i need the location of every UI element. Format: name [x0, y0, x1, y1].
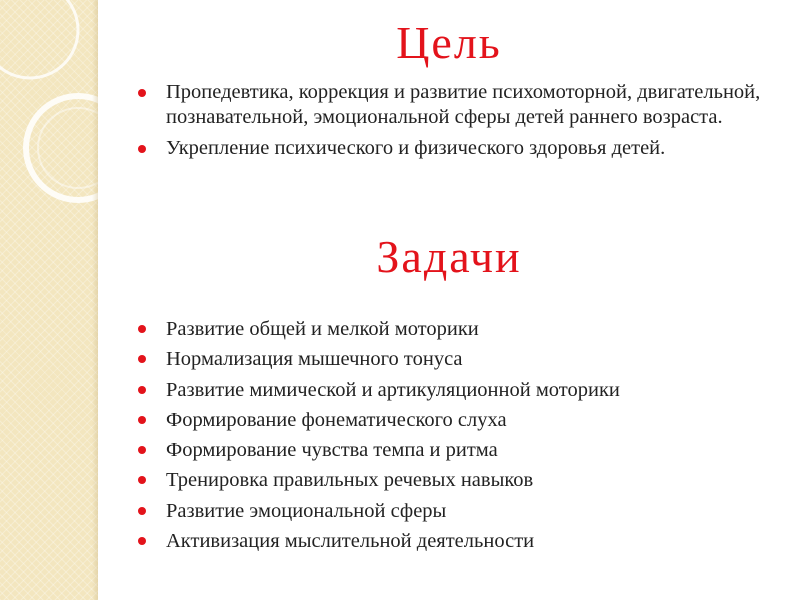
task-list-item — [138, 526, 778, 556]
goal-list-item — [138, 80, 778, 130]
bullet-icon — [138, 476, 146, 484]
slide-content — [98, 0, 800, 600]
task-list-item — [138, 465, 778, 495]
goal-item-text: Пропедевтика, коррекция и развитие психомоторной, двигательной, познавательной, эмоциональной сферы детей раннего возраста. — [166, 81, 761, 128]
task-item-text: Нормализация мышечного тонуса — [166, 348, 463, 371]
bullet-icon — [138, 537, 146, 545]
decorative-side-panel — [0, 0, 98, 600]
bullet-icon — [138, 416, 146, 424]
task-item-text: Развитие мимической и артикуляционной моторики — [166, 378, 620, 401]
task-item-text: Развитие общей и мелкой моторики — [166, 318, 479, 340]
bullet-icon — [138, 446, 146, 454]
bullet-icon — [138, 325, 146, 333]
tasks-heading: Задачи — [376, 231, 522, 282]
task-list-item — [138, 496, 778, 526]
task-item-text: Активизация мыслительной деятельности — [166, 530, 535, 553]
goal-item-text: Укрепление психического и физического здоровья детей. — [166, 137, 666, 159]
task-list-item — [138, 435, 778, 465]
bullet-icon — [138, 145, 146, 153]
goal-list-item — [138, 136, 778, 161]
bullet-icon — [138, 355, 146, 363]
bullet-icon — [138, 386, 146, 394]
tasks-list — [138, 314, 778, 556]
task-list-item — [138, 314, 778, 344]
task-item-text: Формирование чувства темпа и ритма — [166, 439, 498, 462]
decorative-ring-top — [0, 0, 78, 78]
task-list-item — [138, 375, 778, 405]
task-item-text: Формирование фонематического слуха — [166, 408, 507, 431]
task-item-text: Тренировка правильных речевых навыков — [166, 469, 534, 492]
bullet-icon — [138, 89, 146, 97]
decorative-ring-inner — [38, 108, 98, 188]
bullet-icon — [138, 507, 146, 515]
goal-list — [138, 80, 778, 167]
task-list-item — [138, 344, 778, 374]
goal-heading: Цель — [396, 17, 502, 68]
task-list-item — [138, 405, 778, 435]
decorative-rings — [0, 0, 98, 600]
task-item-text: Развитие эмоциональной сферы — [166, 499, 447, 522]
